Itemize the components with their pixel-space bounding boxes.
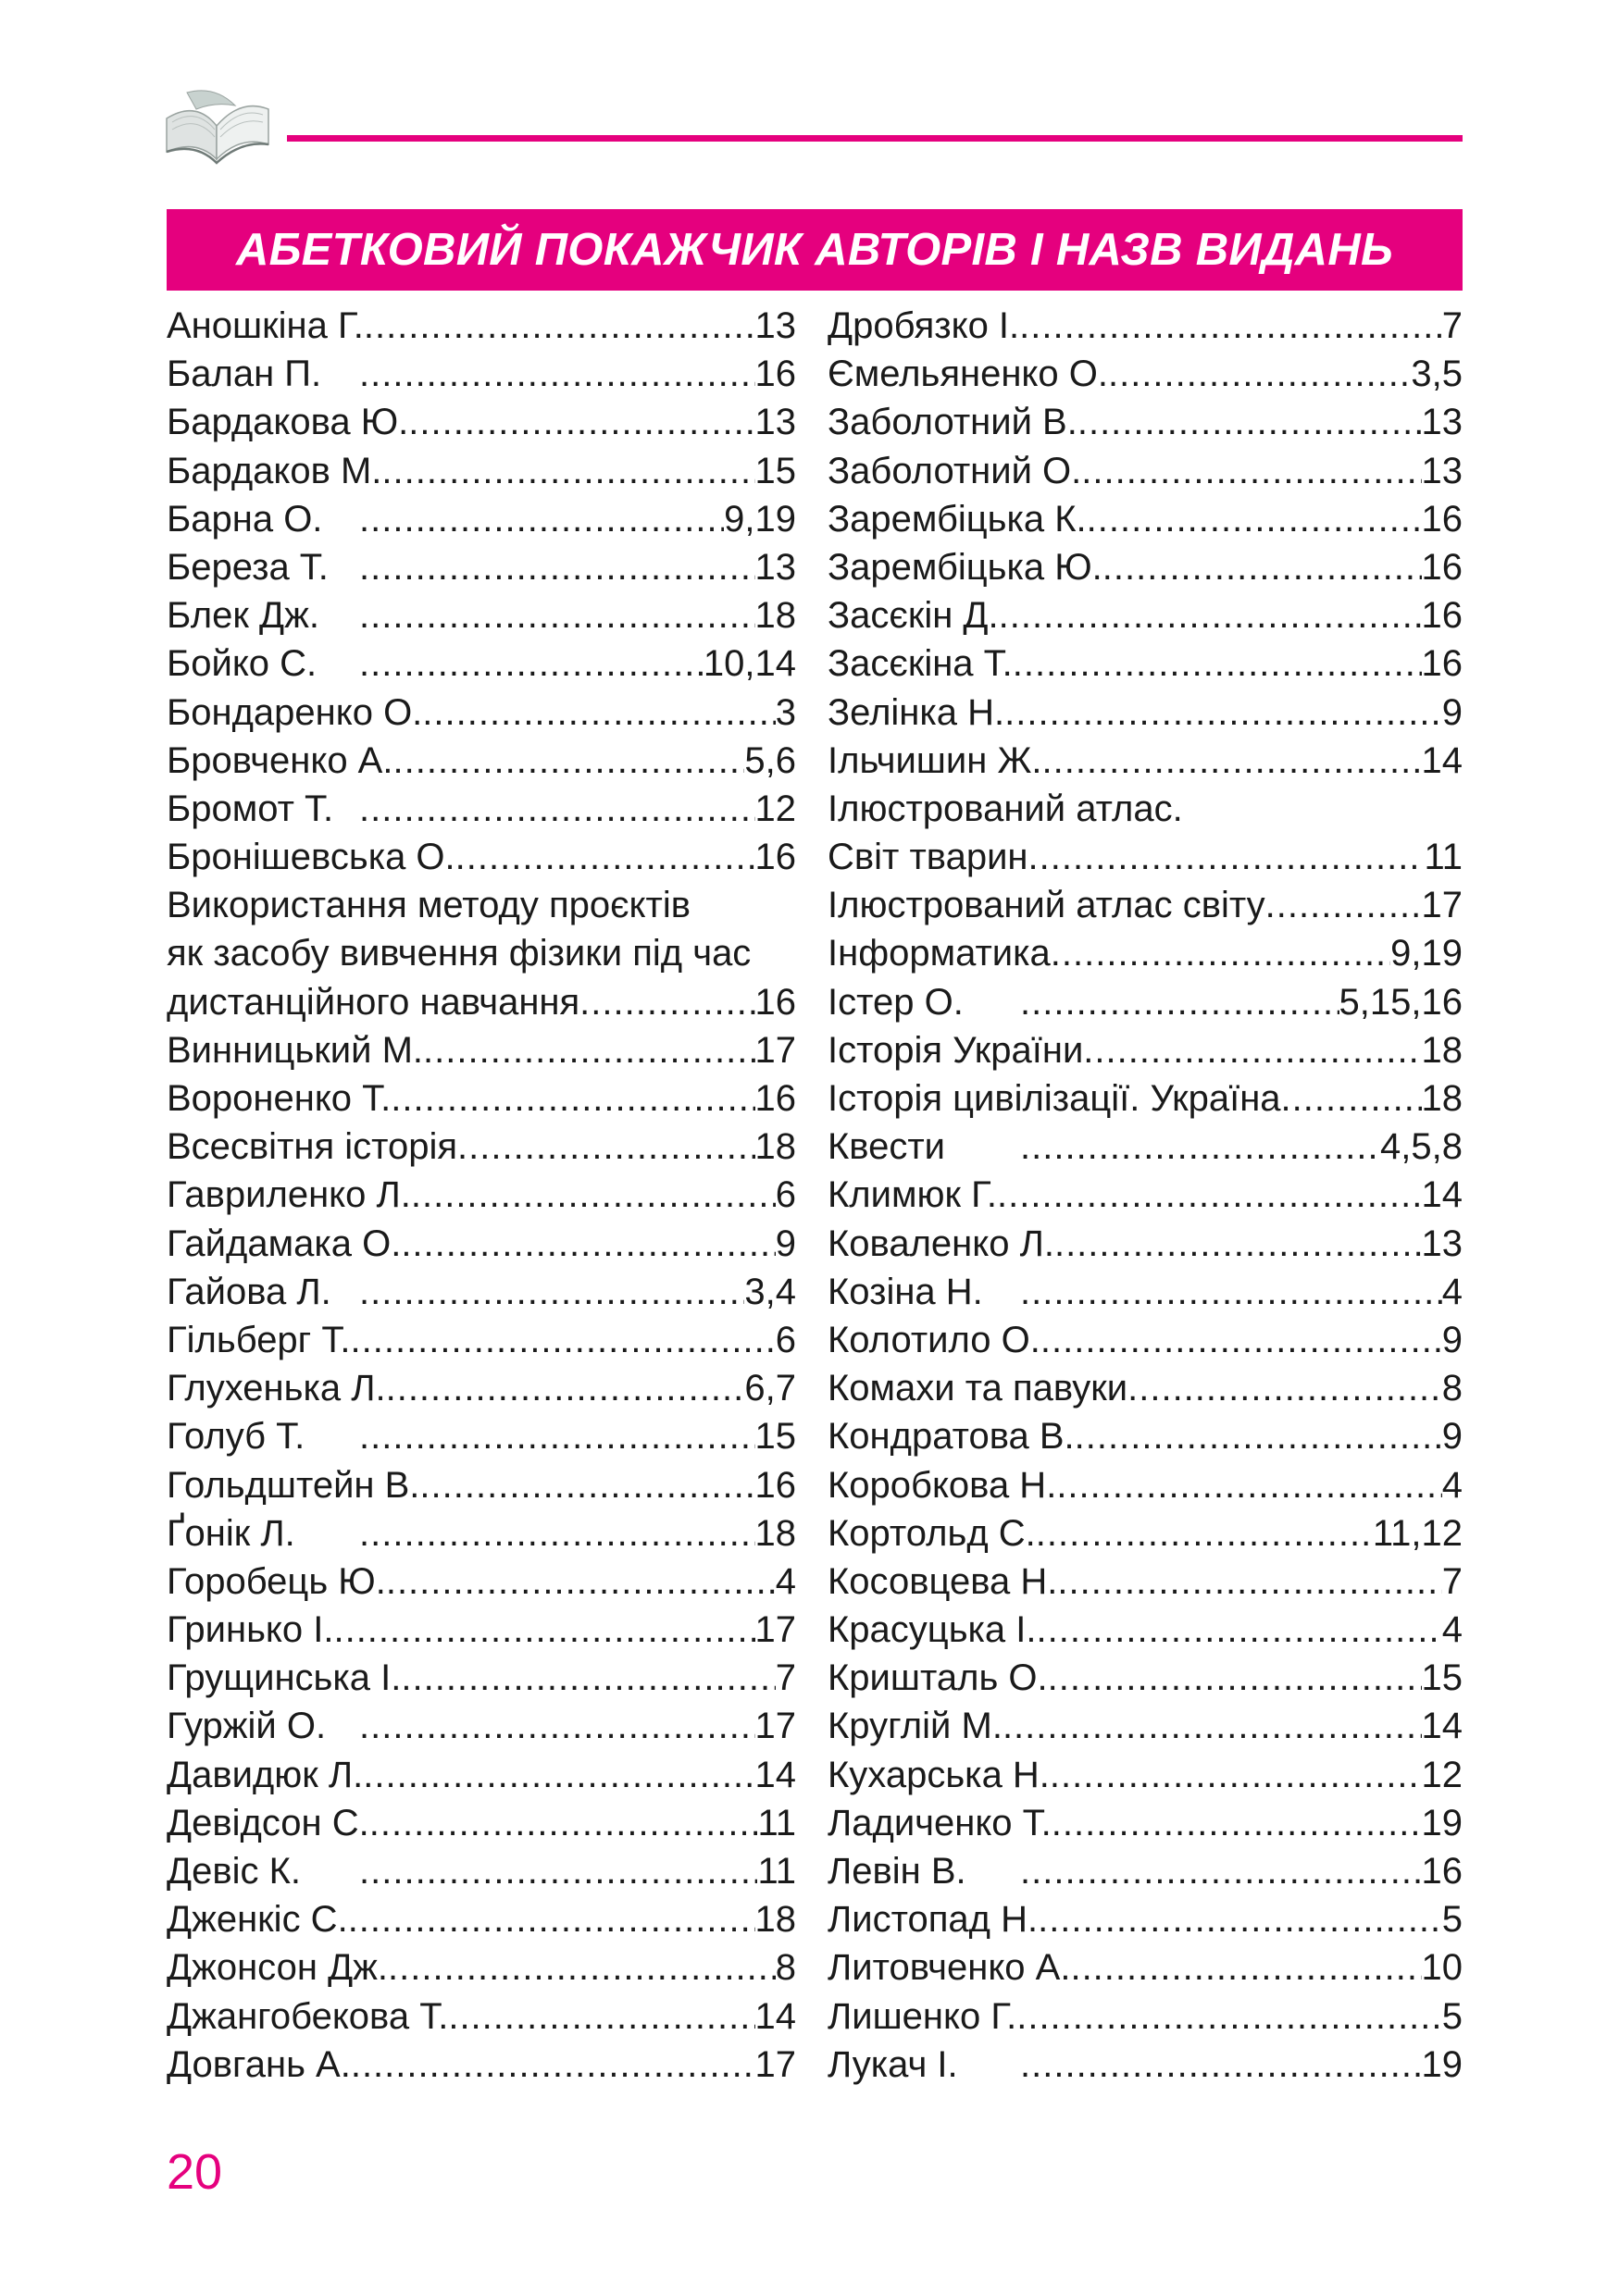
dot-leader [359, 543, 755, 591]
index-entry [828, 1461, 1463, 1509]
index-entry [167, 689, 796, 737]
index-entry [828, 639, 1463, 688]
entry-pages: 5,15,16 [1339, 981, 1463, 1023]
entry-pages: 13 [754, 402, 796, 443]
index-entry [828, 543, 1463, 591]
index-entry [828, 1412, 1463, 1460]
dot-leader [1081, 447, 1421, 495]
index-entry [828, 689, 1463, 737]
entry-pages: 16 [754, 1078, 796, 1119]
dot-leader [423, 1026, 754, 1074]
index-entry [828, 1702, 1463, 1750]
entry-pages: 7 [1441, 1560, 1463, 1602]
entry-pages: 17 [754, 1029, 796, 1071]
entry-pages: 5 [1441, 1995, 1463, 2037]
index-entry [167, 1220, 796, 1268]
dot-leader [401, 1654, 775, 1702]
entry-pages: 16 [1421, 546, 1463, 588]
entry-pages: 18 [754, 1899, 796, 1941]
entry-name: Барна О. [167, 498, 323, 540]
entry-name: Круглій М. [828, 1706, 1003, 1747]
entry-name: Довгань А. [167, 2043, 351, 2085]
dot-leader [359, 785, 755, 833]
entry-name: Красуцька І. [828, 1609, 1037, 1651]
dot-leader [386, 1558, 776, 1606]
entry-pages: 10 [1421, 1947, 1463, 1989]
entry-name: Бронішевська О. [167, 837, 455, 878]
dot-leader [1052, 1799, 1422, 1847]
entry-pages: 18 [754, 1126, 796, 1168]
index-entry [828, 737, 1463, 785]
dot-leader [1020, 1268, 1442, 1316]
entry-pages: 17 [1421, 885, 1463, 926]
index-entry [828, 1316, 1463, 1364]
dot-leader [1070, 1943, 1421, 1992]
entry-name: Кришталь О. [828, 1657, 1048, 1699]
entry-name: Ємельяненко О. [828, 354, 1108, 395]
entry-pages: 9 [1441, 1319, 1463, 1360]
entry-pages: 14 [1421, 1174, 1463, 1216]
entry-name: Дробязко І. [828, 305, 1020, 346]
dot-leader [1087, 495, 1422, 543]
dot-leader [1028, 833, 1425, 881]
entry-pages: 19 [1421, 2043, 1463, 2085]
entry-name: Лукач І. [828, 2043, 958, 2085]
entry-pages: 17 [754, 1706, 796, 1747]
entry-name: Гайова Л. [167, 1271, 331, 1312]
entry-name: Балан П. [167, 354, 322, 395]
entry-name: Всесвітня історія [167, 1126, 458, 1168]
entry-name: Горобець Ю. [167, 1560, 386, 1602]
dot-leader [364, 302, 755, 350]
index-entry [828, 1171, 1463, 1219]
entry-pages: 19 [1421, 1802, 1463, 1843]
dot-leader [422, 689, 775, 737]
dot-leader [359, 1702, 755, 1750]
index-column-right [828, 302, 1463, 2089]
entry-pages: 13 [754, 305, 796, 346]
index-entry [828, 1509, 1463, 1558]
index-entry [828, 495, 1463, 543]
index-entry [167, 543, 796, 591]
entry-name: Кондратова В. [828, 1416, 1075, 1458]
entry-pages: 5,6 [744, 739, 796, 781]
entry-pages: 9,19 [724, 498, 796, 540]
entry-pages: 18 [754, 595, 796, 637]
entry-name: Гайдамака О. [167, 1222, 402, 1264]
index-entry [828, 591, 1463, 639]
dot-leader [997, 1171, 1422, 1219]
entry-name: Левін В. [828, 1851, 966, 1892]
index-entry [828, 929, 1463, 977]
dot-leader [579, 978, 754, 1026]
entry-pages: 15 [1421, 1657, 1463, 1699]
entry-pages: 9,19 [1390, 933, 1463, 974]
index-entry [167, 1654, 796, 1702]
entry-pages: 6 [775, 1319, 796, 1360]
dot-leader [1020, 2041, 1422, 2089]
dot-leader [1108, 350, 1411, 398]
dot-leader [1050, 1751, 1422, 1799]
dot-leader [392, 737, 744, 785]
index-entry [828, 833, 1463, 881]
dot-leader [1054, 1220, 1422, 1268]
entry-name: Девідсон С. [167, 1802, 369, 1843]
index-entry [167, 1702, 796, 1750]
entry-name: Історія України [828, 1029, 1084, 1071]
entry-name: Квести [828, 1126, 946, 1168]
entry-name: Винницький М. [167, 1029, 424, 1071]
index-entry [167, 591, 796, 639]
entry-pages: 3 [775, 691, 796, 733]
entry-pages: 14 [1421, 1706, 1463, 1747]
dot-leader [1020, 1123, 1380, 1171]
dot-leader [351, 1316, 776, 1364]
dot-leader [386, 1364, 745, 1412]
entry-pages: 11 [1424, 837, 1463, 878]
entry-pages: 9 [1441, 1416, 1463, 1458]
dot-leader [391, 1074, 754, 1123]
index-entry [167, 1895, 796, 1943]
entry-name: Бондаренко О. [167, 691, 423, 733]
entry-pages: 16 [754, 837, 796, 878]
entry-name: Засєкін Д. [828, 595, 999, 637]
entry-pages: 9 [1441, 691, 1463, 733]
index-entry [167, 1268, 796, 1316]
entry-name: Козіна Н. [828, 1271, 983, 1312]
entry-name: Істер О. [828, 981, 964, 1023]
entry-name: дистанційного навчання [167, 981, 580, 1023]
dot-leader [1077, 398, 1422, 446]
entry-pages: 12 [1421, 1754, 1463, 1795]
entry-pages: 16 [1421, 595, 1463, 637]
index-entry [167, 398, 796, 446]
index-entry [167, 1943, 796, 1992]
entry-name: Світ тварин [828, 837, 1028, 878]
index-entry [828, 1799, 1463, 1847]
entry-pages: 17 [754, 1609, 796, 1651]
entry-name: Ладиченко Т. [828, 1802, 1052, 1843]
dot-leader [1020, 978, 1339, 1026]
index-entry [828, 1558, 1463, 1606]
entry-name: Інформатика [828, 933, 1051, 974]
entry-name: Лишенко Г. [828, 1995, 1017, 2037]
entry-name: Глухенька Л. [167, 1368, 386, 1409]
entry-pages: 4 [775, 1560, 796, 1602]
entry-name: Дженкіс С. [167, 1899, 348, 1941]
dot-leader [455, 833, 755, 881]
entry-name: Вороненко Т. [167, 1078, 392, 1119]
index-entry [828, 1268, 1463, 1316]
index-entry [167, 1606, 796, 1654]
header-rule [287, 135, 1463, 142]
index-entry [167, 1509, 796, 1558]
entry-name: Гольдштейн В. [167, 1464, 420, 1506]
index-entry [167, 978, 796, 1026]
dot-leader [1102, 543, 1422, 591]
dot-leader [1127, 1364, 1442, 1412]
index-entry [167, 302, 796, 350]
dot-leader [1083, 1026, 1421, 1074]
entry-name: Кухарська Н. [828, 1754, 1050, 1795]
entry-pages: 8 [1441, 1368, 1463, 1409]
page-number: 20 [167, 2144, 223, 2200]
dot-leader [448, 1992, 754, 2041]
index-entry [828, 1992, 1463, 2041]
index-entry [828, 1364, 1463, 1412]
entry-name: Бардаков М. [167, 450, 382, 491]
entry-name: Ілюстрований атлас світу [828, 885, 1265, 926]
index-entry [167, 1847, 796, 1895]
index-entry [167, 1799, 796, 1847]
entry-name: Гавриленко Л. [167, 1174, 411, 1216]
dot-leader [381, 447, 754, 495]
entry-pages: 16 [754, 354, 796, 395]
index-entry [828, 1074, 1463, 1123]
entry-pages: 10,14 [703, 643, 796, 685]
index-entry [167, 447, 796, 495]
entry-pages: 3,5 [1411, 354, 1463, 395]
dot-leader [1265, 881, 1422, 929]
dot-leader [1057, 1558, 1441, 1606]
entry-name: Кортольд С. [828, 1512, 1036, 1554]
entry-pages: 18 [1421, 1029, 1463, 1071]
dot-leader [411, 1171, 776, 1219]
entry-pages: 4 [1441, 1609, 1463, 1651]
entry-pages: 11 [757, 1851, 796, 1892]
entry-name: Історія цивілізації. Україна [828, 1078, 1281, 1119]
dot-leader [388, 1943, 776, 1992]
entry-pages: 13 [1421, 450, 1463, 491]
entry-name: Береза Т. [167, 546, 329, 588]
entry-pages: 4 [1441, 1271, 1463, 1312]
entry-pages: 4,5,8 [1380, 1126, 1463, 1168]
dot-leader [408, 398, 754, 446]
dot-leader [359, 1412, 755, 1460]
entry-pages: 16 [754, 1464, 796, 1506]
entry-pages: 3,4 [744, 1271, 796, 1312]
index-entry [167, 495, 796, 543]
index-entry [167, 785, 796, 833]
index-entry [828, 1895, 1463, 1943]
entry-name: Засєкіна Т. [828, 643, 1013, 685]
dot-leader [1004, 689, 1442, 737]
index-entry-continuation: Використання методу проєктів [167, 885, 691, 926]
dot-leader [1016, 1992, 1442, 2041]
entry-name: Бардакова Ю. [167, 402, 409, 443]
entry-pages: 14 [1421, 739, 1463, 781]
entry-pages: 18 [754, 1512, 796, 1554]
index-entry [828, 2041, 1463, 2089]
entry-pages: 7 [775, 1657, 796, 1699]
index-entry [828, 978, 1463, 1026]
dot-leader [401, 1220, 775, 1268]
dot-leader [363, 1751, 754, 1799]
dot-leader [1040, 1316, 1442, 1364]
index-entry [828, 302, 1463, 350]
dot-leader [419, 1461, 754, 1509]
entry-pages: 7 [1441, 305, 1463, 346]
dot-leader [1036, 1509, 1373, 1558]
entry-pages: 17 [754, 2043, 796, 2085]
entry-pages: 15 [754, 450, 796, 491]
entry-name: Гринько І. [167, 1609, 334, 1651]
entry-name: Ґонік Л. [167, 1512, 295, 1554]
index-entry [828, 1026, 1463, 1074]
entry-pages: 11,12 [1372, 1512, 1463, 1554]
index-entry [828, 881, 1463, 929]
entry-name: Заболотний В. [828, 402, 1077, 443]
entry-pages: 16 [754, 981, 796, 1023]
entry-pages: 13 [754, 546, 796, 588]
entry-pages: 16 [1421, 1851, 1463, 1892]
entry-name: Гільберг Т. [167, 1319, 351, 1360]
index-entry [828, 447, 1463, 495]
entry-name: Аношкіна Г. [167, 305, 364, 346]
entry-pages: 6,7 [744, 1368, 796, 1409]
entry-pages: 16 [1421, 498, 1463, 540]
index-entry [167, 2041, 796, 2089]
entry-name: Ільчишин Ж. [828, 739, 1042, 781]
entry-pages: 6 [775, 1174, 796, 1216]
dot-leader [359, 1509, 755, 1558]
entry-name: Листопад Н. [828, 1899, 1039, 1941]
index-entry [167, 833, 796, 881]
entry-pages: 14 [754, 1995, 796, 2037]
entry-name: Бровченко А. [167, 739, 393, 781]
entry-name: Коробкова Н. [828, 1464, 1057, 1506]
entry-pages: 5 [1441, 1899, 1463, 1941]
entry-pages: 11 [757, 1802, 796, 1843]
dot-leader [333, 1606, 754, 1654]
entry-name: Девіс К. [167, 1851, 301, 1892]
dot-leader [1281, 1074, 1422, 1123]
dot-leader [359, 639, 704, 688]
entry-name: Гуржій О. [167, 1706, 327, 1747]
entry-pages: 12 [754, 788, 796, 829]
entry-pages: 4 [1441, 1464, 1463, 1506]
entry-name: Голуб Т. [167, 1416, 305, 1458]
entry-name: Бойко С. [167, 643, 318, 685]
index-column-left [167, 302, 796, 2089]
entry-pages: 13 [1421, 402, 1463, 443]
index-entry [167, 639, 796, 688]
dot-leader [1037, 1606, 1442, 1654]
index-entry-continuation: як засобу вивчення фізики під час [167, 933, 752, 974]
dot-leader [348, 1895, 755, 1943]
entry-pages: 14 [754, 1754, 796, 1795]
index-entry-continuation: Ілюстрований атлас. [828, 788, 1183, 829]
dot-leader [1075, 1412, 1442, 1460]
dot-leader [351, 2041, 755, 2089]
dot-leader [359, 350, 755, 398]
index-entry [828, 350, 1463, 398]
index-entry [167, 737, 796, 785]
entry-name: Грущинська І. [167, 1657, 402, 1699]
dot-leader [359, 591, 755, 639]
entry-name: Литовченко А. [828, 1947, 1071, 1989]
index-entry [167, 1558, 796, 1606]
entry-name: Давидюк Л. [167, 1754, 364, 1795]
dot-leader [1041, 737, 1421, 785]
entry-name: Зарембіцька К. [828, 498, 1087, 540]
index-entry [828, 1123, 1463, 1171]
index-entry [167, 1123, 796, 1171]
index-entry [167, 1751, 796, 1799]
index-entry [828, 1654, 1463, 1702]
index-entry [828, 398, 1463, 446]
entry-name: Джонсон Дж. [167, 1947, 389, 1989]
entry-name: Зелінка Н. [828, 691, 1005, 733]
index-entry [167, 1364, 796, 1412]
dot-leader [457, 1123, 754, 1171]
entry-name: Зарембіцька Ю. [828, 546, 1102, 588]
index-entry [167, 350, 796, 398]
entry-name: Косовцева Н. [828, 1560, 1058, 1602]
index-entry [167, 1992, 796, 2041]
index-entry [167, 1171, 796, 1219]
entry-name: Бромот Т. [167, 788, 334, 829]
entry-name: Комахи та павуки [828, 1368, 1128, 1409]
dot-leader [369, 1799, 758, 1847]
index-entry [167, 1026, 796, 1074]
open-book-icon [159, 81, 275, 167]
dot-leader [359, 1268, 744, 1316]
index-entry [167, 1074, 796, 1123]
dot-leader [999, 591, 1422, 639]
index-entry [167, 1316, 796, 1364]
dot-leader [1038, 1895, 1442, 1943]
dot-leader [359, 1847, 757, 1895]
entry-pages: 8 [775, 1947, 796, 1989]
dot-leader [359, 495, 724, 543]
entry-pages: 15 [754, 1416, 796, 1458]
dot-leader [1013, 639, 1422, 688]
entry-pages: 18 [1421, 1078, 1463, 1119]
dot-leader [1020, 1847, 1422, 1895]
entry-name: Колотило О. [828, 1319, 1040, 1360]
page-title: АБЕТКОВИЙ ПОКАЖЧИК АВТОРІВ І НАЗВ ВИДАНЬ [235, 225, 1394, 275]
entry-name: Блек Дж. [167, 595, 319, 637]
dot-leader [1056, 1461, 1441, 1509]
entry-name: Джангобекова Т. [167, 1995, 449, 2037]
index-entry [828, 1606, 1463, 1654]
entry-name: Коваленко Л. [828, 1222, 1054, 1264]
dot-leader [1019, 302, 1442, 350]
entry-name: Заболотний О. [828, 450, 1082, 491]
entry-pages: 9 [775, 1222, 796, 1264]
index-entry [828, 1943, 1463, 1992]
index-entry [828, 1847, 1463, 1895]
title-banner [167, 209, 1463, 291]
entry-pages: 13 [1421, 1222, 1463, 1264]
index-entry [828, 1220, 1463, 1268]
entry-name: Климюк Г. [828, 1174, 997, 1216]
index-entry [167, 1461, 796, 1509]
index-entry [828, 1751, 1463, 1799]
entry-pages: 16 [1421, 643, 1463, 685]
dot-leader [1048, 1654, 1422, 1702]
dot-leader [1003, 1702, 1422, 1750]
dot-leader [1051, 929, 1390, 977]
index-entry [167, 1412, 796, 1460]
